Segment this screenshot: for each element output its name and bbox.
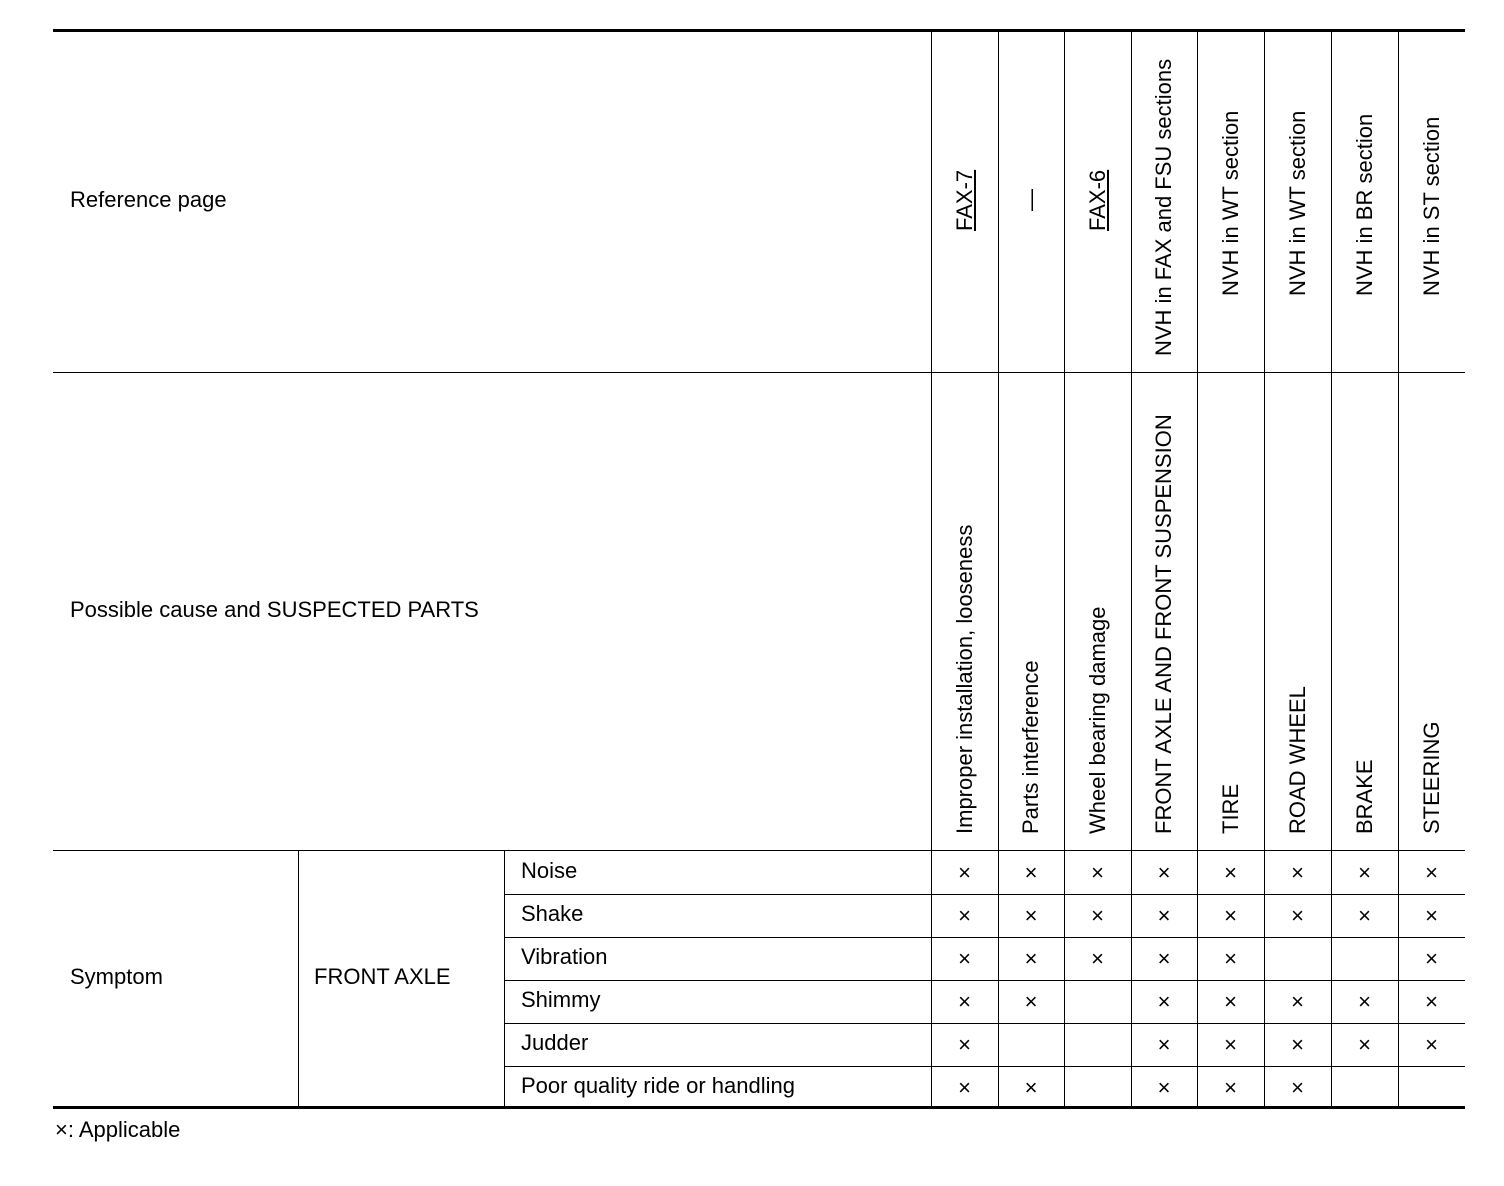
front-axle-group-label: FRONT AXLE bbox=[314, 964, 451, 989]
applicable-mark: × bbox=[1291, 989, 1304, 1014]
table-bottom-rule bbox=[53, 1106, 1465, 1109]
symptom-name: Noise bbox=[521, 858, 578, 883]
applicable-mark: × bbox=[958, 860, 971, 885]
applicable-mark: × bbox=[1425, 946, 1438, 971]
reference-page-4: NVH in FAX and FSU sections bbox=[1151, 58, 1176, 356]
column-rule bbox=[1331, 31, 1332, 1107]
column-rule bbox=[1197, 31, 1198, 1107]
applicable-mark: × bbox=[1024, 989, 1038, 1014]
column-rule bbox=[1064, 31, 1065, 1107]
symptom-name: Poor quality ride or handling bbox=[521, 1073, 795, 1098]
applicable-mark: × bbox=[1024, 946, 1038, 971]
cause-7: BRAKE bbox=[1351, 759, 1377, 834]
applicable-mark: × bbox=[958, 989, 971, 1014]
footnote: ×: Applicable bbox=[55, 1117, 181, 1142]
applicable-mark: × bbox=[1091, 860, 1104, 885]
applicable-mark: × bbox=[1358, 989, 1371, 1014]
row-rule bbox=[504, 1066, 1465, 1067]
applicable-mark: × bbox=[1224, 1075, 1237, 1100]
applicable-mark: × bbox=[1157, 1075, 1171, 1100]
cause-3: Wheel bearing damage bbox=[1084, 606, 1110, 834]
reference-page-8: NVH in ST section bbox=[1418, 116, 1444, 296]
applicable-mark: × bbox=[1157, 946, 1171, 971]
applicable-mark: × bbox=[1091, 903, 1104, 928]
symptom-label: Symptom bbox=[70, 964, 163, 989]
rule-symptom-group bbox=[298, 851, 299, 1107]
applicable-mark: × bbox=[1358, 903, 1371, 928]
applicable-mark: × bbox=[1291, 903, 1304, 928]
applicable-mark: × bbox=[1358, 860, 1371, 885]
column-rule bbox=[931, 31, 932, 1107]
symptom-name: Shake bbox=[521, 901, 584, 926]
rule-below-reference-row bbox=[53, 372, 1465, 373]
cause-4: FRONT AXLE AND FRONT SUSPENSION bbox=[1151, 414, 1176, 834]
applicable-mark: × bbox=[1291, 860, 1304, 885]
applicable-mark: × bbox=[1291, 1032, 1304, 1057]
applicable-mark: × bbox=[1157, 860, 1171, 885]
rule-group-symptom-name bbox=[504, 851, 505, 1107]
applicable-mark: × bbox=[958, 946, 971, 971]
applicable-mark: × bbox=[1224, 903, 1237, 928]
applicable-mark: × bbox=[1157, 903, 1171, 928]
column-rule bbox=[1131, 31, 1132, 1107]
applicable-mark: × bbox=[1425, 989, 1438, 1014]
reference-page-1: FAX-7 bbox=[951, 169, 977, 231]
column-rule bbox=[1398, 31, 1399, 1107]
cause-6: ROAD WHEEL bbox=[1284, 686, 1310, 834]
applicable-mark: × bbox=[1224, 1032, 1237, 1057]
reference-page-7: NVH in BR section bbox=[1351, 113, 1377, 296]
possible-cause-label: Possible cause and SUSPECTED PARTS bbox=[70, 597, 479, 622]
symptom-name: Judder bbox=[521, 1030, 589, 1055]
applicable-mark: × bbox=[1425, 860, 1438, 885]
column-rule bbox=[998, 31, 999, 1107]
cause-2: Parts interference bbox=[1018, 660, 1043, 834]
cause-5: TIRE bbox=[1217, 783, 1243, 834]
applicable-mark: × bbox=[1157, 989, 1171, 1014]
row-rule bbox=[504, 1023, 1465, 1024]
applicable-mark: × bbox=[1291, 1075, 1304, 1100]
cause-8: STEERING bbox=[1418, 721, 1444, 834]
applicable-mark: × bbox=[1157, 1032, 1171, 1057]
applicable-mark: × bbox=[1224, 860, 1237, 885]
applicable-mark: × bbox=[1224, 989, 1237, 1014]
reference-page-label: Reference page bbox=[70, 187, 227, 212]
applicable-mark: × bbox=[1425, 1032, 1438, 1057]
row-rule bbox=[504, 980, 1465, 981]
applicable-mark: × bbox=[1091, 946, 1104, 971]
reference-page-3: FAX-6 bbox=[1084, 169, 1110, 231]
symptom-name: Shimmy bbox=[521, 987, 601, 1012]
symptom-name: Vibration bbox=[521, 944, 608, 969]
applicable-mark: × bbox=[1024, 903, 1038, 928]
column-rule bbox=[1264, 31, 1265, 1107]
row-rule bbox=[504, 937, 1465, 938]
reference-page-5: NVH in WT section bbox=[1217, 110, 1243, 296]
cause-1: Improper installation, looseness bbox=[951, 524, 977, 834]
applicable-mark: × bbox=[1425, 903, 1438, 928]
applicable-mark: × bbox=[1024, 860, 1038, 885]
reference-page-6: NVH in WT section bbox=[1284, 110, 1310, 296]
applicable-mark: × bbox=[958, 1075, 971, 1100]
applicable-mark: × bbox=[1024, 1075, 1038, 1100]
table-top-rule bbox=[53, 29, 1465, 32]
applicable-mark: × bbox=[1224, 946, 1237, 971]
reference-page-2: — bbox=[1018, 189, 1043, 211]
applicable-mark: × bbox=[958, 903, 971, 928]
row-rule bbox=[504, 894, 1465, 895]
rule-below-cause-row bbox=[53, 850, 1465, 851]
applicable-mark: × bbox=[1358, 1032, 1371, 1057]
applicable-mark: × bbox=[958, 1032, 971, 1057]
